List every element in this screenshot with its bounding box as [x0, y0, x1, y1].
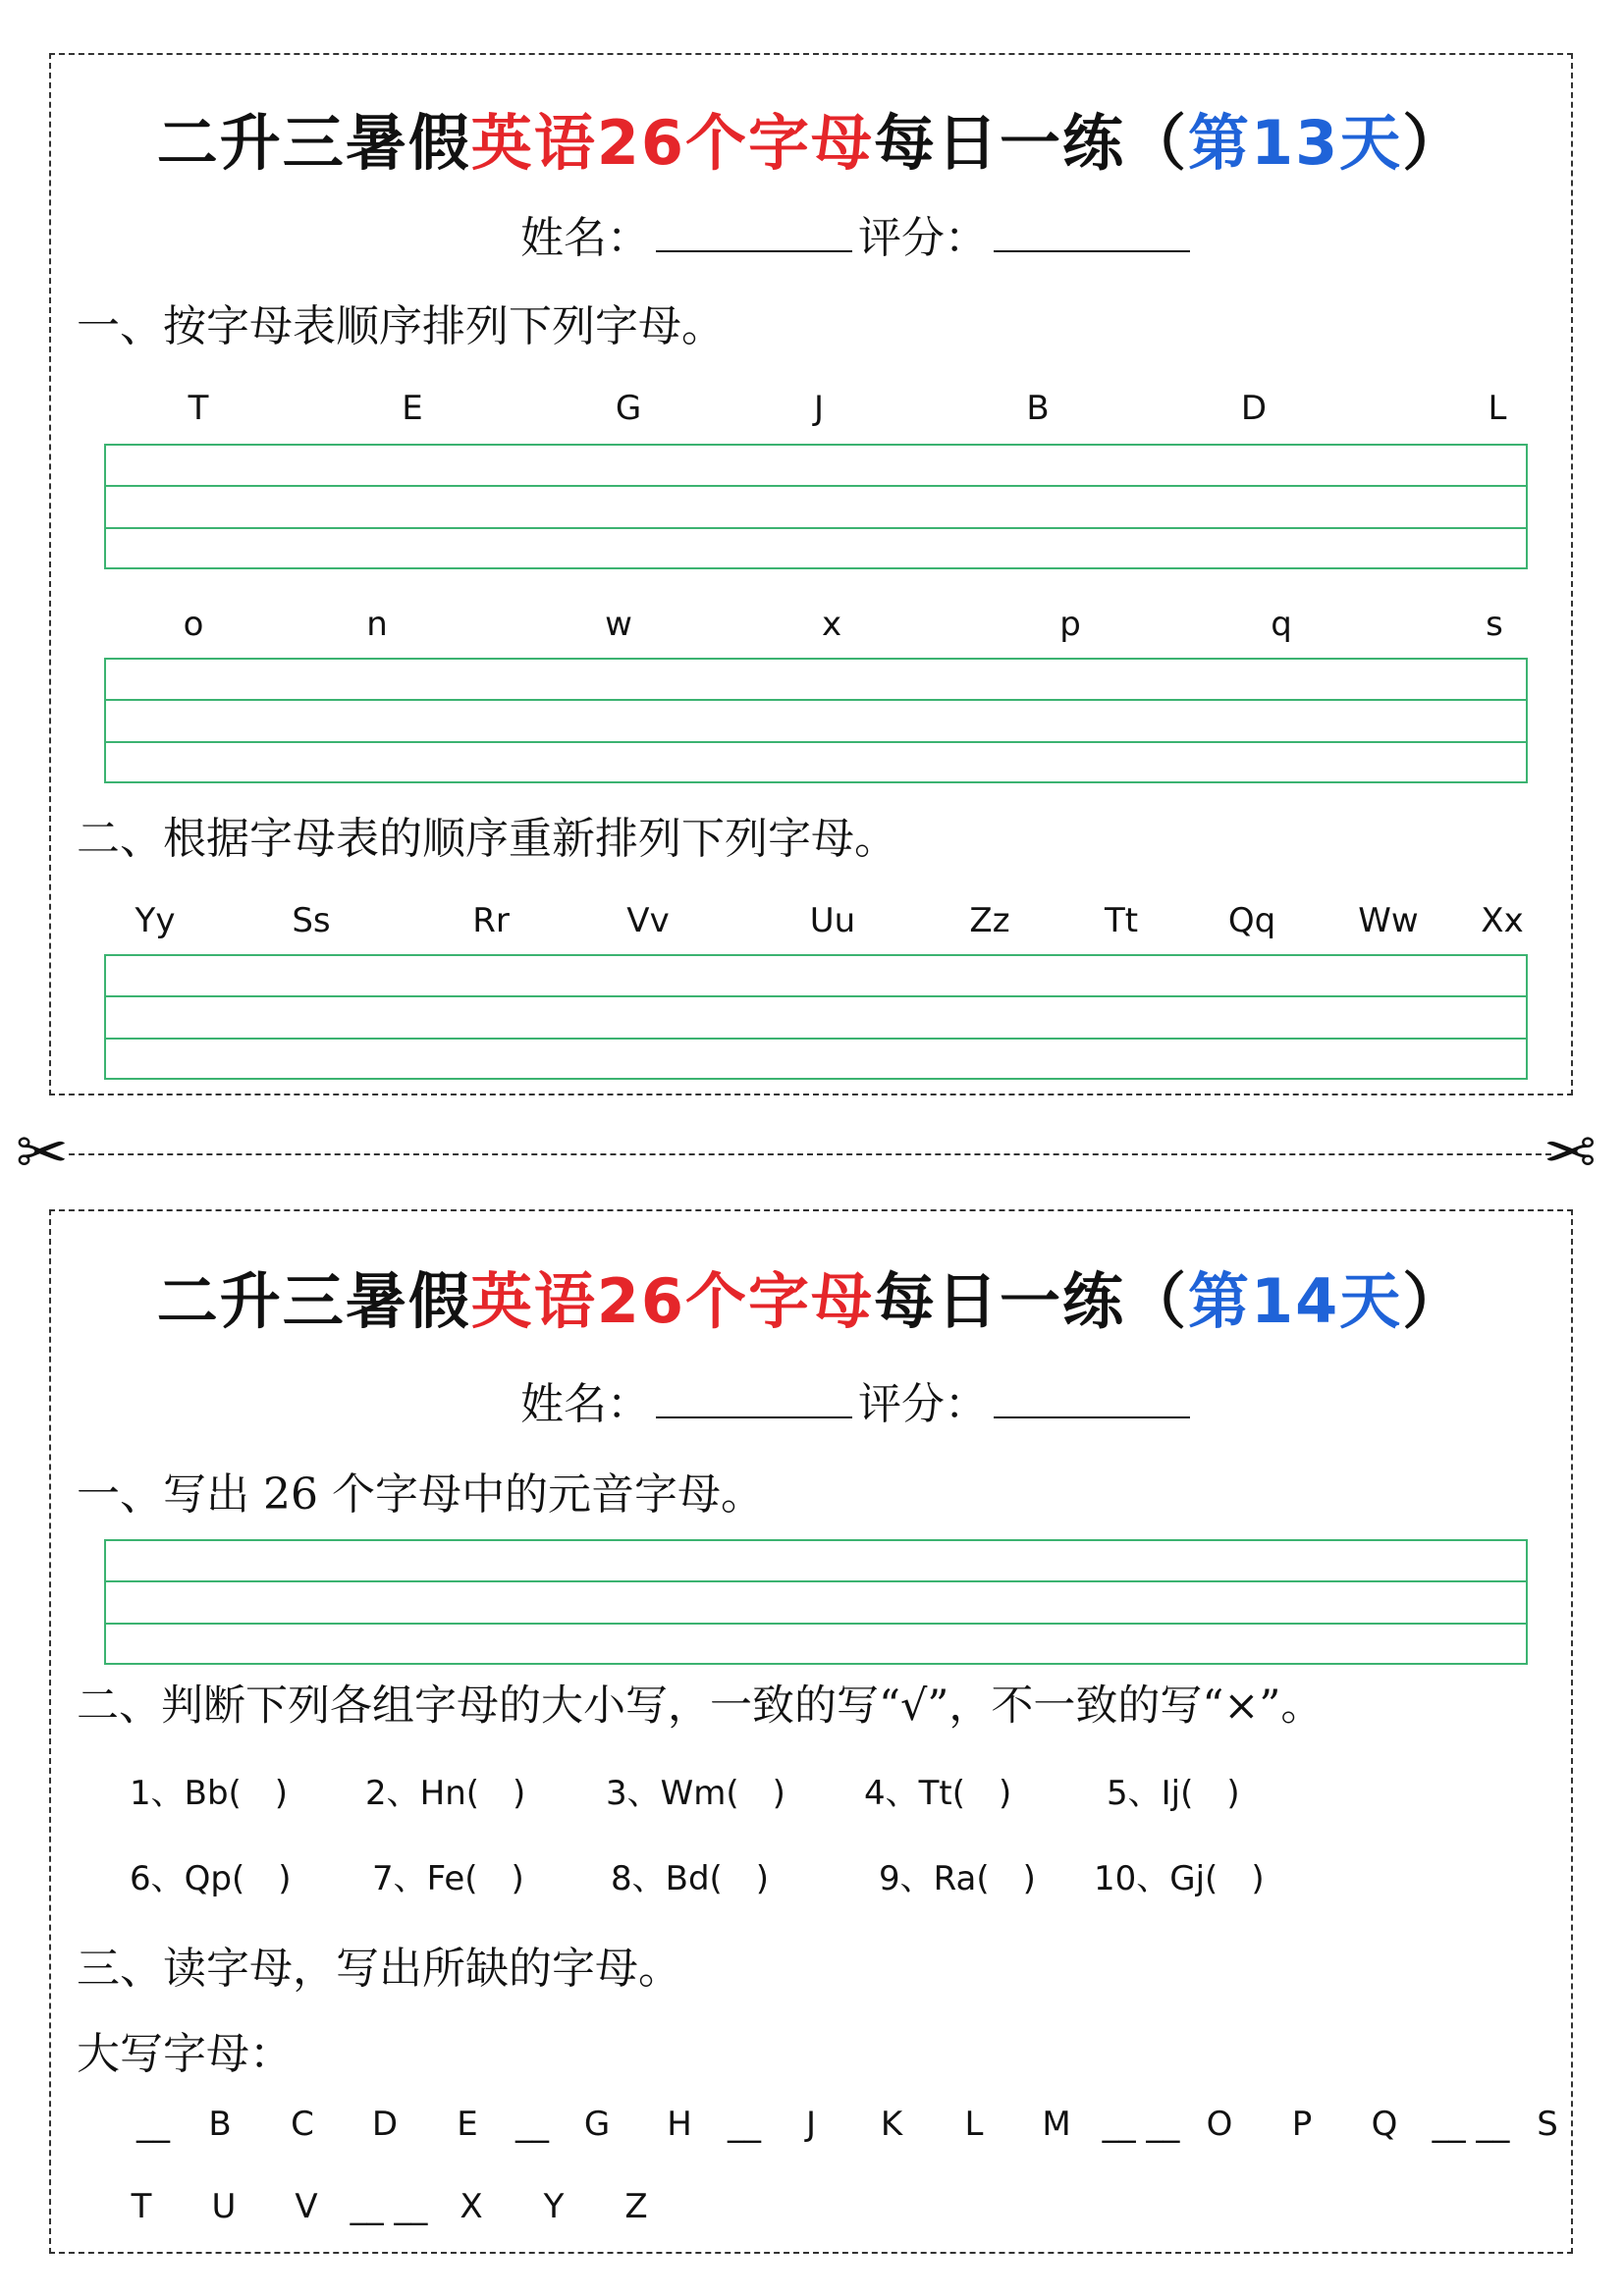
uppercase-label: 大写字母：: [77, 2029, 293, 2079]
letter: S: [1537, 2105, 1558, 2144]
writing-lines[interactable]: [104, 1539, 1528, 1665]
name-score-row: [51, 202, 1571, 265]
blank-slot[interactable]: __: [515, 2105, 549, 2144]
cut-line: [69, 1153, 1551, 1155]
judge-item[interactable]: 8、Bd( ): [611, 1859, 770, 1898]
letter: o: [183, 605, 204, 644]
letter: B: [208, 2105, 232, 2144]
letter: p: [1059, 605, 1081, 644]
blank-slot[interactable]: __: [728, 2105, 761, 2144]
letter: X: [460, 2187, 483, 2226]
letter: J: [805, 2105, 817, 2144]
q1-lower-letters: [51, 605, 1571, 654]
letter: J: [813, 389, 825, 428]
letter-pair: Qq: [1227, 901, 1276, 940]
letter: w: [605, 605, 632, 644]
blank-slot[interactable]: __ __: [1432, 2105, 1510, 2144]
title-part: 每日一练（: [873, 1265, 1188, 1337]
judge-item[interactable]: 6、Qp( ): [130, 1859, 292, 1898]
name-label: 姓名：: [520, 1379, 650, 1429]
worksheet-day14: [49, 1209, 1573, 2254]
letter: Y: [543, 2187, 565, 2226]
letter-pair: Ww: [1358, 901, 1419, 940]
letter: D: [1240, 389, 1268, 428]
writing-lines[interactable]: [104, 954, 1528, 1080]
judge-row-1: [51, 1766, 1571, 1811]
letter: n: [366, 605, 388, 644]
q2-letter-pairs: [51, 901, 1571, 950]
title-day-blue: 第13天: [1188, 107, 1403, 179]
name-blank[interactable]: [656, 215, 852, 252]
judge-item[interactable]: 10、Gj( ): [1094, 1859, 1265, 1898]
name-label: 姓名：: [520, 213, 650, 263]
name-blank[interactable]: [656, 1381, 852, 1418]
letter-pair: Rr: [472, 901, 510, 940]
uppercase-row-1: [51, 2105, 1571, 2154]
letter-pair: Vv: [626, 901, 670, 940]
scissors-icon: ✂: [16, 1117, 69, 1190]
letter-pair: Xx: [1481, 901, 1524, 940]
score-blank[interactable]: [994, 215, 1190, 252]
letter: L: [964, 2105, 984, 2144]
letter: x: [821, 605, 842, 644]
question-1-heading: 一、写出 26 个字母中的元音字母。: [77, 1469, 764, 1520]
letter: L: [1488, 389, 1507, 428]
title-highlight-red: 英语26个字母: [470, 1265, 874, 1337]
score-blank[interactable]: [994, 1381, 1190, 1418]
judge-item[interactable]: 7、Fe( ): [372, 1859, 524, 1898]
question-3-heading: 三、读字母，写出所缺的字母。: [77, 1944, 681, 1994]
judge-item[interactable]: 9、Ra( ): [879, 1859, 1036, 1898]
score-label: 评分：: [858, 213, 988, 263]
letter: C: [291, 2105, 314, 2144]
judge-item[interactable]: 3、Wm( ): [606, 1774, 785, 1813]
letter: H: [667, 2105, 692, 2144]
letter-pair: Uu: [809, 901, 856, 940]
letter-pair: Yy: [135, 901, 176, 940]
letter: B: [1026, 389, 1050, 428]
letter: V: [295, 2187, 318, 2226]
letter: q: [1271, 605, 1292, 644]
letter: M: [1042, 2105, 1071, 2144]
letter: Q: [1371, 2105, 1398, 2144]
letter: E: [457, 2105, 478, 2144]
letter-pair: Ss: [292, 901, 331, 940]
question-2-heading: 二、判断下列各组字母的大小写，一致的写“√”，不一致的写“×”。: [77, 1682, 1324, 1731]
title-part: 二升三暑假: [156, 1265, 471, 1337]
letter: T: [131, 2187, 152, 2226]
letter: E: [402, 389, 423, 428]
writing-lines[interactable]: [104, 444, 1528, 569]
q1-upper-letters: [51, 389, 1571, 438]
letter: G: [615, 389, 642, 428]
blank-slot[interactable]: __ __: [350, 2187, 428, 2226]
judge-item[interactable]: 5、Ij( ): [1107, 1774, 1240, 1813]
question-1-heading: 一、按字母表顺序排列下列字母。: [77, 301, 725, 351]
worksheet-day13: [49, 53, 1573, 1095]
blank-slot[interactable]: __ __: [1102, 2105, 1180, 2144]
uppercase-row-2: [51, 2187, 1571, 2236]
judge-item[interactable]: 4、Tt( ): [864, 1774, 1012, 1813]
scissors-icon: ✂: [1543, 1117, 1597, 1190]
letter: s: [1486, 605, 1503, 644]
title-part: 每日一练（: [873, 107, 1188, 179]
score-label: 评分：: [858, 1379, 988, 1429]
judge-item[interactable]: 2、Hn( ): [365, 1774, 526, 1813]
title-part: ）: [1402, 107, 1466, 179]
title-highlight-red: 英语26个字母: [470, 107, 874, 179]
letter-pair: Zz: [969, 901, 1010, 940]
letter: U: [211, 2187, 237, 2226]
letter: D: [371, 2105, 399, 2144]
letter: G: [583, 2105, 611, 2144]
page-title: [51, 1253, 1571, 1340]
title-day-blue: 第14天: [1188, 1265, 1403, 1337]
title-part: ）: [1402, 1265, 1466, 1337]
letter: O: [1206, 2105, 1233, 2144]
judge-row-2: [51, 1851, 1571, 1896]
letter: T: [188, 389, 209, 428]
letter: K: [880, 2105, 903, 2144]
letter: Z: [624, 2187, 648, 2226]
judge-item[interactable]: 1、Bb( ): [130, 1774, 289, 1813]
page-title: [51, 94, 1571, 182]
blank-slot[interactable]: __: [136, 2105, 170, 2144]
question-2-heading: 二、根据字母表的顺序重新排列下列字母。: [77, 814, 897, 864]
name-score-row: [51, 1368, 1571, 1431]
letter: P: [1291, 2105, 1313, 2144]
writing-lines[interactable]: [104, 658, 1528, 783]
letter-pair: Tt: [1104, 901, 1139, 940]
title-part: 二升三暑假: [156, 107, 471, 179]
